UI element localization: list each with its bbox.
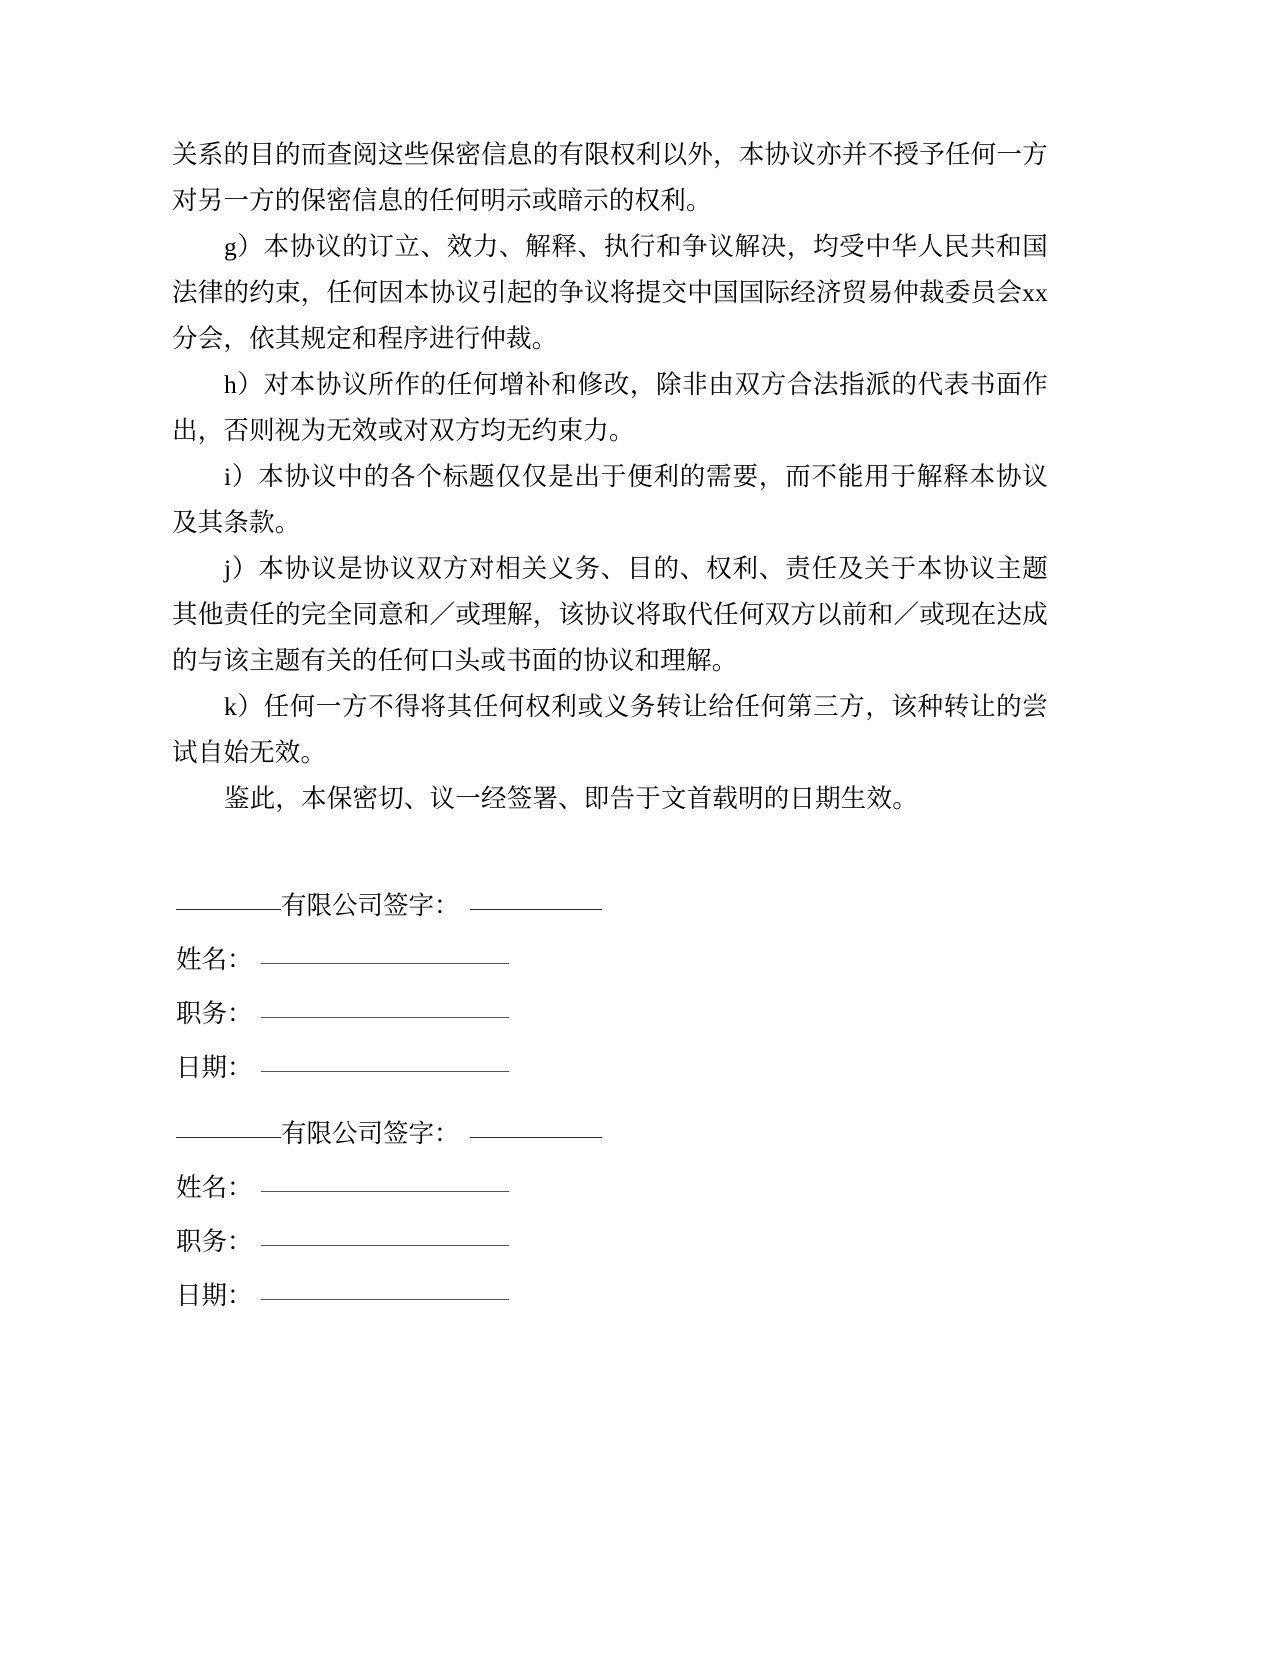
paragraph-continuation: 关系的目的而查阅这些保密信息的有限权利以外，本协议亦并不授予任何一方对另一方的保密信息的任何明示或暗示的权利。: [172, 140, 1048, 215]
company-signature-label: 有限公司签字：: [281, 1119, 460, 1148]
company-signature-label: 有限公司签字：: [281, 891, 460, 920]
signature-field-title: [172, 1220, 1048, 1264]
company-name-blank-line[interactable]: [176, 1137, 281, 1138]
paragraph-clause-j: j）本协议是协议双方对相关义务、目的、权利、责任及关于本协议主题其他责任的完全同意和／或理解，该协议将取代任何双方以前和／或现在达成的与该主题有关的任何口头或书面的协议和理解。: [172, 554, 1048, 675]
paragraph-clause-h: h）对本协议所作的任何增补和修改，除非由双方合法指派的代表书面作出，否则视为无效或对双方均无约束力。: [172, 370, 1048, 445]
paragraph-clause-k: k）任何一方不得将其任何权利或义务转让给任何第三方，该种转让的尝试自始无效。: [172, 692, 1048, 767]
name-field-input[interactable]: [261, 963, 509, 964]
date-field-label: 日期：: [176, 1053, 253, 1082]
company-signature-blank-line[interactable]: [470, 909, 602, 910]
paragraph-closing-statement: 鉴此，本保密切、议一经签署、即告于文首载明的日期生效。: [224, 784, 918, 813]
company-signature-blank-line[interactable]: [470, 1137, 602, 1138]
signature-field-name: [172, 938, 1048, 982]
name-field-label: 姓名：: [176, 1173, 253, 1202]
signature-field-title: [172, 992, 1048, 1036]
company-signature-row: [172, 884, 1048, 928]
title-field-label: 职务：: [176, 999, 253, 1028]
paragraph-clause-i: i）本协议中的各个标题仅仅是出于便利的需要，而不能用于解释本协议及其条款。: [172, 462, 1048, 537]
title-field-label: 职务：: [176, 1227, 253, 1256]
name-field-label: 姓名：: [176, 945, 253, 974]
company-signature-row: [172, 1112, 1048, 1156]
title-field-input[interactable]: [261, 1017, 509, 1018]
signature-block-1: [172, 884, 1048, 1090]
company-name-blank-line[interactable]: [176, 909, 281, 910]
signature-field-date: [172, 1274, 1048, 1318]
signature-block-2: [172, 1112, 1048, 1318]
date-field-label: 日期：: [176, 1281, 253, 1310]
signature-field-date: [172, 1046, 1048, 1090]
title-field-input[interactable]: [261, 1245, 509, 1246]
paragraph-clause-g: g）本协议的订立、效力、解释、执行和争议解决，均受中华人民共和国法律的约束，任何因本协议引起的争议将提交中国国际经济贸易仲裁委员会xx分会，依其规定和程序进行仲裁。: [172, 232, 1048, 353]
signature-field-name: [172, 1166, 1048, 1210]
date-field-input[interactable]: [261, 1071, 509, 1072]
date-field-input[interactable]: [261, 1299, 509, 1300]
name-field-input[interactable]: [261, 1191, 509, 1192]
document-body: [172, 132, 1048, 822]
